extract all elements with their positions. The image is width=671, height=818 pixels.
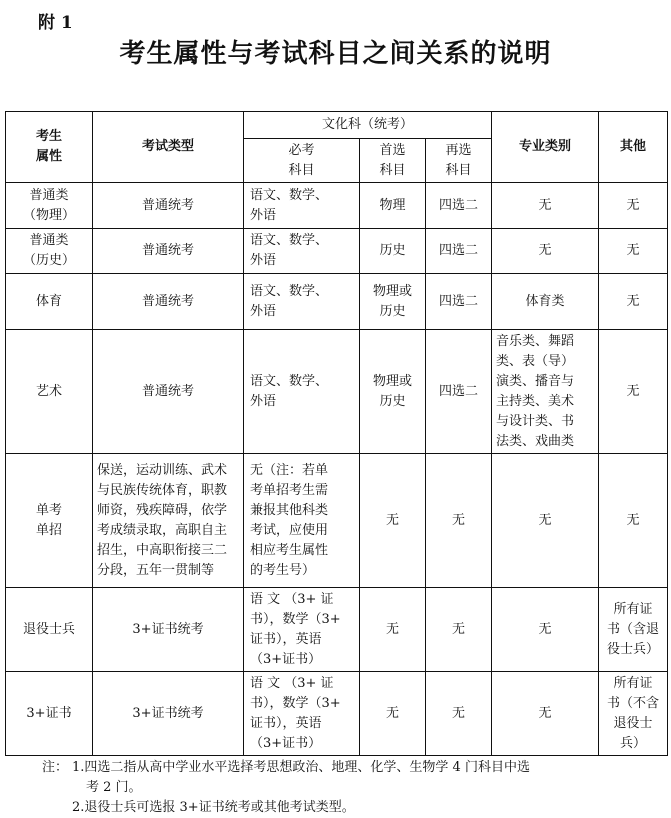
table-row	[6, 274, 668, 330]
cell-required: 语 文 （3+ 证 书），数学（3+ 证书），英语 （3+证书）	[244, 672, 360, 756]
header-first: 首选 科目	[360, 139, 426, 183]
notes-label: 注：	[42, 760, 69, 775]
table-row	[6, 183, 668, 229]
header-major: 专业类别	[492, 112, 599, 183]
relationship-table	[5, 111, 668, 756]
cell-major: 无	[492, 588, 599, 672]
cell-type: 普通统考	[93, 229, 244, 274]
cell-other: 无	[599, 183, 668, 229]
cell-major: 无	[492, 229, 599, 274]
cell-reselect: 四选二	[426, 274, 492, 330]
table-row	[6, 588, 668, 672]
cell-type: 3+证书统考	[93, 588, 244, 672]
header-required: 必考 科目	[244, 139, 360, 183]
cell-reselect: 四选二	[426, 330, 492, 454]
table-row	[6, 330, 668, 454]
header-reselect: 再选 科目	[426, 139, 492, 183]
cell-attr: 艺术	[6, 330, 93, 454]
cell-type: 3+证书统考	[93, 672, 244, 756]
note-1-continuation: 考 2 门。	[86, 780, 142, 795]
cell-major: 体育类	[492, 274, 599, 330]
cell-reselect: 无	[426, 588, 492, 672]
cell-first: 无	[360, 672, 426, 756]
cell-major: 无	[492, 454, 599, 588]
cell-other: 无	[599, 229, 668, 274]
cell-attr: 单考 单招	[6, 454, 93, 588]
cell-other: 无	[599, 274, 668, 330]
note-1	[72, 758, 642, 798]
table-row	[6, 454, 668, 588]
header-exam-type: 考试类型	[93, 112, 244, 183]
cell-major: 音乐类、舞蹈 类、表（导） 演类、播音与 主持类、美术 与设计类、书 法类、戏曲类	[492, 330, 599, 454]
table-row	[6, 672, 668, 756]
note-2: 2.退役士兵可选报 3+证书统考或其他考试类型。	[72, 800, 355, 815]
cell-first: 物理或 历史	[360, 330, 426, 454]
header-other: 其他	[599, 112, 668, 183]
cell-first: 历史	[360, 229, 426, 274]
cell-required: 语文、数学、 外语	[244, 229, 360, 274]
table-row	[6, 229, 668, 274]
cell-first: 物理	[360, 183, 426, 229]
cell-other: 所有证 书（含退 役士兵）	[599, 588, 668, 672]
cell-required: 语文、数学、 外语	[244, 274, 360, 330]
cell-first: 无	[360, 454, 426, 588]
cell-first: 物理或 历史	[360, 274, 426, 330]
note-1-text: 1.四选二指从高中学业水平选择考思想政治、地理、化学、生物学 4 门科目中选	[72, 760, 530, 775]
header-attr: 考生 属性	[6, 112, 93, 183]
cell-attr: 普通类 （物理）	[6, 183, 93, 229]
cell-reselect: 无	[426, 672, 492, 756]
cell-other: 所有证 书（不含 退役士 兵）	[599, 672, 668, 756]
cell-other: 无	[599, 454, 668, 588]
cell-attr: 退役士兵	[6, 588, 93, 672]
page-title: 考生属性与考试科目之间关系的说明	[119, 39, 552, 69]
cell-reselect: 四选二	[426, 183, 492, 229]
cell-required: 语文、数学、 外语	[244, 330, 360, 454]
header-culture: 文化科（统考）	[244, 112, 492, 139]
cell-attr: 3+证书	[6, 672, 93, 756]
cell-required: 语 文 （3+ 证 书），数学（3+ 证书），英语 （3+证书）	[244, 588, 360, 672]
cell-reselect: 无	[426, 454, 492, 588]
cell-other: 无	[599, 330, 668, 454]
cell-first: 无	[360, 588, 426, 672]
cell-type: 普通统考	[93, 330, 244, 454]
cell-required: 语文、数学、 外语	[244, 183, 360, 229]
cell-type: 普通统考	[93, 183, 244, 229]
cell-major: 无	[492, 183, 599, 229]
cell-required: 无（注：若单 考单招考生需 兼报其他科类 考试，应使用 相应考生属性 的考生号）	[244, 454, 360, 588]
cell-type: 保送，运动训练、武术 与民族传统体育，职教 师资，残疾障碍，依学 考成绩录取，高职自主 招生，中高职衔接三二 分段，五年一贯制等	[93, 454, 244, 588]
cell-type: 普通统考	[93, 274, 244, 330]
cell-attr: 体育	[6, 274, 93, 330]
annex-label: 附 1	[38, 13, 73, 33]
cell-reselect: 四选二	[426, 229, 492, 274]
cell-attr: 普通类 （历史）	[6, 229, 93, 274]
cell-major: 无	[492, 672, 599, 756]
